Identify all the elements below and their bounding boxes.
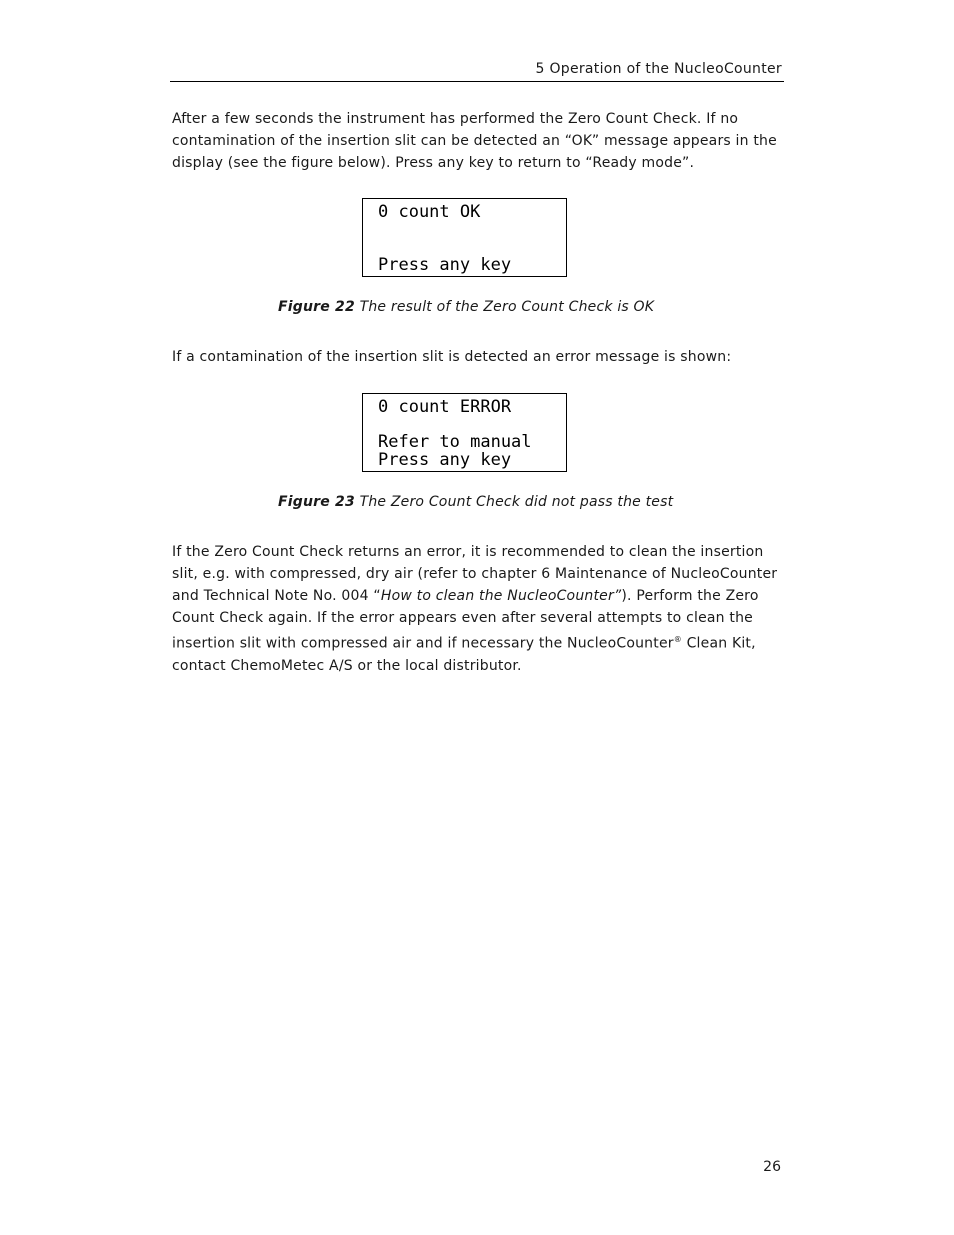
paragraph-text-part-3: Clean Kit, contact ChemoMetec A/S or the local distributor. [172, 635, 756, 674]
figure-22-label: Figure 22 [278, 299, 355, 315]
paragraph-text-part-1: If the Zero Count Check returns an error, it is recommended to clean the insertion slit, e.g. with compressed, dry air (refer to chapter 6 Maintenance of NucleoCounter and Technical Note No. 004 “ [172, 544, 778, 604]
technical-note-title: How to clean the NucleoCounter” [380, 588, 622, 604]
figure-23-caption-text: The Zero Count Check did not pass the test [354, 494, 674, 510]
paragraph-text-part-2: ). Perform the Zero Count Check again. If the error appears even after several attempts to clean the insertion slit with compressed air and if necessary the NucleoCounter [172, 588, 759, 652]
figure-23-caption [278, 494, 673, 510]
registered-mark: ® [673, 635, 682, 644]
display-line-2: Press any key [378, 255, 512, 275]
page-number: 26 [763, 1159, 781, 1175]
paragraph-error-intro: If a contamination of the insertion slit is detected an error message is shown: [172, 349, 732, 365]
figure-22-caption-text: The result of the Zero Count Check is OK [354, 299, 655, 315]
paragraph-error-recommendation [172, 541, 786, 677]
display-line-1: 0 count OK [378, 202, 481, 222]
display-line-2: Refer to manual [378, 432, 532, 452]
figure-23-label: Figure 23 [278, 494, 355, 510]
display-line-3: Press any key [378, 450, 512, 470]
display-line-1: 0 count ERROR [378, 397, 512, 417]
paragraph-zero-count-ok: After a few seconds the instrument has performed the Zero Count Check. If no contamination of the insertion slit can be detected an “OK” message appears in the display (see the figure below). Press any key to return to “Ready mode”. [172, 111, 777, 171]
running-header: 5 Operation of the NucleoCounter [535, 61, 782, 77]
display-figure-23 [362, 393, 567, 472]
header-divider [170, 81, 784, 82]
figure-22-caption [278, 299, 654, 315]
display-figure-22 [362, 198, 567, 277]
